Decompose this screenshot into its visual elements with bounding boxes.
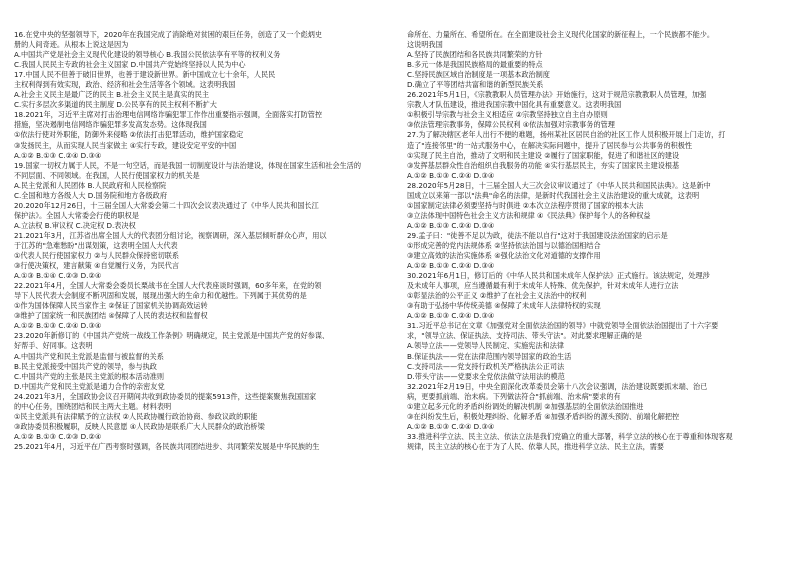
- text-line: 26.2021年5月1日，《宗教教职人员管理办法》开始施行，这对于规范宗教教职人员管理，加强: [407, 90, 707, 100]
- text-line: A.①② B.①③ C.②④ D.③④: [407, 311, 495, 321]
- text-line: ①形成完善的党内法规体系 ②坚持依法治国与以德治国相结合: [407, 240, 601, 250]
- text-line: ③发扬民主，从而实现人民当家做主 ④实行专政，建设安定平安的中国: [14, 140, 237, 150]
- text-line: 册的人间奇迹。从根本上说这是因为: [14, 40, 129, 50]
- text-line: 25.2021年4月，习近平在广西考察时强调，各民族共同团结进步、共同繁荣发展是中华民族的生: [14, 441, 320, 451]
- text-line: A.①② B.①③ C.②④ D.③④: [407, 261, 495, 271]
- text-line: 求，"领导立法、保证执法、支持司法、带头守法"。对此要求理解正确的是: [407, 331, 643, 341]
- text-line: 于江苏的"急难愁盼"出谋划策，这表明全国人大代表: [14, 240, 178, 250]
- text-line: 31.习近平总书记在文章《加强党对全面依法治国的领导》中就党领导全面依法治国提出了十六字要: [407, 321, 719, 331]
- text-line: C.全国和地方各级人大 D.国务院和地方各级政府: [14, 190, 167, 200]
- text-line: ①建立起多元化的矛盾纠纷调处的解决机制 ②加强基层的全面依法治国推进: [407, 401, 644, 411]
- text-line: ③在纠纷发生后，积极处理纠纷、化解矛盾 ④加强矛盾纠纷的源头预防、前端化解把控: [407, 411, 680, 421]
- text-line: 国成立以来第一部以"法典"命名的法律，是新时代我国社会主义法治建设的重大成就，这表明: [407, 190, 700, 200]
- text-line: 18.2021年，习近平主席对打击治理电信网络诈骗犯罪工作作出重要指示强调，全面落实打防管控: [14, 110, 323, 120]
- text-line: A.中国共产党是社会主义现代化建设的领导核心 B.我国公民依法享有平等的权利义务: [14, 50, 281, 60]
- text-line: A.领导立法——党领导人民制定、实施宪法和法律: [407, 341, 564, 351]
- text-line: 32.2021年2月19日，中央全面深化改革委员会第十八次会议强调，法治建设既要抓末端、治已: [407, 381, 708, 391]
- text-line: 规律，民主立法的核心在于为了人民、依靠人民，推进科学立法、民主立法，需要: [407, 441, 665, 451]
- text-line: A.①② B.①③ C.②④ D.③④: [14, 150, 102, 160]
- text-line: 28.2020年5月28日，十三届全国人大三次会议审议通过了《中华人民共和国民法典》。这是新中: [407, 180, 711, 190]
- text-line: 不同层面、不同领域。在我国，人民行使国家权力的机关是: [14, 170, 200, 180]
- text-line: ③立法体现中国特色社会主义方法和规律 ④《民法典》保护每个人的各种权益: [407, 210, 651, 220]
- text-line: ③建立高效的法治实施体系 ④强化法治文化对道德的支撑作用: [407, 251, 601, 261]
- right-column: [407, 30, 786, 562]
- text-line: 21.2021年3月，江苏省出席全国人大的代表团分组讨论，视察调研，深入基层倾听群众心声，用以: [14, 230, 327, 240]
- text-line: ①民主党派具有法律赋予的立法权 ②人民政协履行政治协商、参政议政的职能: [14, 411, 258, 421]
- left-column: [14, 30, 393, 562]
- text-line: ③依法管理宗教事务，保障公民权利 ④依法加强对宗教事务的管理: [407, 120, 615, 130]
- text-line: 好帮手、好同事。这表明: [14, 341, 93, 351]
- text-line: 22.2021年4月，全国人大常委会委员长栗战书在全国人大代表座谈时强调，60多年来，在党的领: [14, 281, 322, 291]
- text-line: B.多元一体是我国民族格局的最重要的特点: [407, 60, 543, 70]
- text-line: 措施，坚决遏制电信网络诈骗犯罪多发高发态势。这体现我国: [14, 120, 207, 130]
- text-line: 命所在、力量所在、希望所在。在全面建设社会主义现代化国家的新征程上，一个民族都不能少。: [407, 30, 715, 39]
- text-line: ①实现了民主自治，推动了文明和民主建设 ②履行了国家职能，促进了和谐社区的建设: [407, 150, 680, 160]
- text-line: 导下人民代表大会制度不断巩固和发展，展现出强大的生命力和优越性。下列属于其优势的是: [14, 291, 307, 301]
- text-line: ③有助于弘扬中华传统美德 ④保障了未成年人法律特权的实现: [407, 301, 601, 311]
- text-line: ①作为国体保障人民当家作主 ②保证了国家机关协调高效运转: [14, 301, 208, 311]
- text-line: ①积极引导宗教与社会主义相适应 ②宗教坚持独立自主自办原则: [407, 110, 608, 120]
- text-line: 27.为了解决辖区老年人出行不便的难题，扬州某社区居民自治的社区工作人员积极开展上门走访，打: [407, 130, 726, 140]
- text-line: 23.2020年新修订的《中国共产党统一战线工作条例》明确规定，民主党派是中国共产党的好参谋、: [14, 331, 330, 341]
- text-line: 主权利得到有效实现，政治、经济和社会生活等各个领域。这表明我国: [14, 80, 236, 90]
- text-line: 这说明我国: [407, 40, 443, 50]
- text-line: 17.中国人民不但善于破旧世界，也善于建设新世界。新中国成立七十余年，人民民: [14, 70, 276, 80]
- text-line: A.①② B.①③ C.②④ D.③④: [407, 421, 495, 431]
- text-line: A.①② B.①③ C.②④ D.③④: [407, 220, 495, 230]
- text-line: C.支持司法——党支持行政机关严格执法公正司法: [407, 361, 565, 371]
- text-line: C.坚持民族区域自治制度是一项基本政治制度: [407, 70, 550, 80]
- text-line: ①国家制定法律必须要坚持与时俱进 ②本次立法程序贯彻了国家的根本大法: [407, 200, 644, 210]
- text-line: A.①③ B.①④ C.②③ D.②④: [14, 271, 102, 281]
- text-line: A.中国共产党和民主党派是监督与被监督的关系: [14, 351, 164, 361]
- text-line: ③政协委员积极履职，反映人民意愿 ④人民政协是联系广大人民群众的政治桥梁: [14, 421, 265, 431]
- text-line: A.①② B.①③ C.②③ D.②④: [14, 431, 102, 441]
- text-line: 30.2021年6月1日，修订后的《中华人民共和国未成年人保护法》正式施行。该法规定，处理涉: [407, 271, 710, 281]
- text-line: ③维护了国家统一和民族团结 ④保障了人民的表达权和监督权: [14, 311, 208, 321]
- text-line: B.民主党派接受中国共产党的领导，参与执政: [14, 361, 157, 371]
- text-line: 病，更要抓前端、治未病。下列做法符合"抓前端、治未病"要求的有: [407, 391, 621, 401]
- text-line: A.坚持了民族团结和各民族共同繁荣的方针: [407, 50, 543, 60]
- text-line: ①彰显法治的公平正义 ②维护了在社会主义法治中的权利: [407, 291, 587, 301]
- text-line: A.①② B.①③ C.②④ D.③④: [407, 170, 495, 180]
- text-line: ③行使决策权，建言献策 ④自觉履行义务，为民代言: [14, 261, 180, 271]
- text-line: 19.国家一切权力属于人民，不是一句空话，而是我国一切制度设计与法治建设，体现在国家生活和社会生活的: [14, 160, 361, 170]
- text-line: C.实行多层次多渠道的民主制度 D.公民享有的民主权利不断扩大: [14, 100, 217, 110]
- text-line: ③发挥基层群众性自治组织自我服务的功能 ④实行基层民主，夯实了国家民主建设根基: [407, 160, 680, 170]
- text-line: ①依法行使对外职能，防御外来侵略 ②依法打击犯罪活动，维护国家稳定: [14, 130, 244, 140]
- text-line: B.保证执法——党在法律范围内领导国家的政治生活: [407, 351, 572, 361]
- text-line: D.中国共产党和民主党派是通力合作的亲密友党: [14, 381, 165, 391]
- text-line: A.立法权 B.审议权 C.决定权 D.表决权: [14, 220, 136, 230]
- text-line: A.①② B.①③ C.②④ D.③④: [14, 321, 102, 331]
- text-line: D.带头守法——党要求全党依法做守法用法的模范: [407, 371, 565, 381]
- text-line: 保护法》。全国人大常委会行使的职权是: [14, 210, 139, 220]
- text-line: C.中国共产党的主张是民主党派的根本活动准则: [14, 371, 165, 381]
- text-line: 造了"连接邻里"的一站式服务中心，在解决实际问题中，提升了居民参与公共事务的积极性: [407, 140, 693, 150]
- text-line: 20.2020年12月26日，十三届全国人大常委会第二十四次会议表决通过了《中华人民共和国长江: [14, 200, 319, 210]
- text-line: A.社会主义民主是最广泛的民主 B.社会主义民主是真实的民主: [14, 90, 209, 100]
- text-line: 16.在党中央的坚强领导下，2020年在我国完成了消除绝对贫困的艰巨任务，创造了又一个彪炳史: [14, 30, 323, 39]
- text-line: 宗教人才队伍建设，推进我国宗教中国化具有重要意义。这表明我国: [407, 100, 622, 110]
- text-line: 33.推进科学立法、民主立法、依法立法是我们党确立的重大部署，科学立法的核心在于尊重和体现客观: [407, 431, 733, 441]
- text-line: 的中心任务，围绕团结和民主两大主题。材料表明: [14, 401, 172, 411]
- text-line: 及未成年人事项，应当遵循最有利于未成年人特殊、优先保护，针对未成年人进行立法: [407, 281, 679, 291]
- text-line: 29.孟子曰："徒善不足以为政，徒法不能以自行"这对于我国建设法治国家的启示是: [407, 230, 668, 240]
- text-line: 24.2021年3月，全国政协会议召开期间共收到政协委员的提案5913件，这些提案聚焦我国国家: [14, 391, 317, 401]
- text-line: A.民主党派和人民团体 B.人民政府和人民检察院: [14, 180, 167, 190]
- text-line: ①代表人民行使国家权力 ②与人民群众保持密切联系: [14, 251, 180, 261]
- text-line: D.确立了平等团结共富和谐的新型民族关系: [407, 80, 544, 90]
- text-line: C.我国人民民主专政的社会主义国家 D.中国共产党始终坚持以人民为中心: [14, 60, 246, 70]
